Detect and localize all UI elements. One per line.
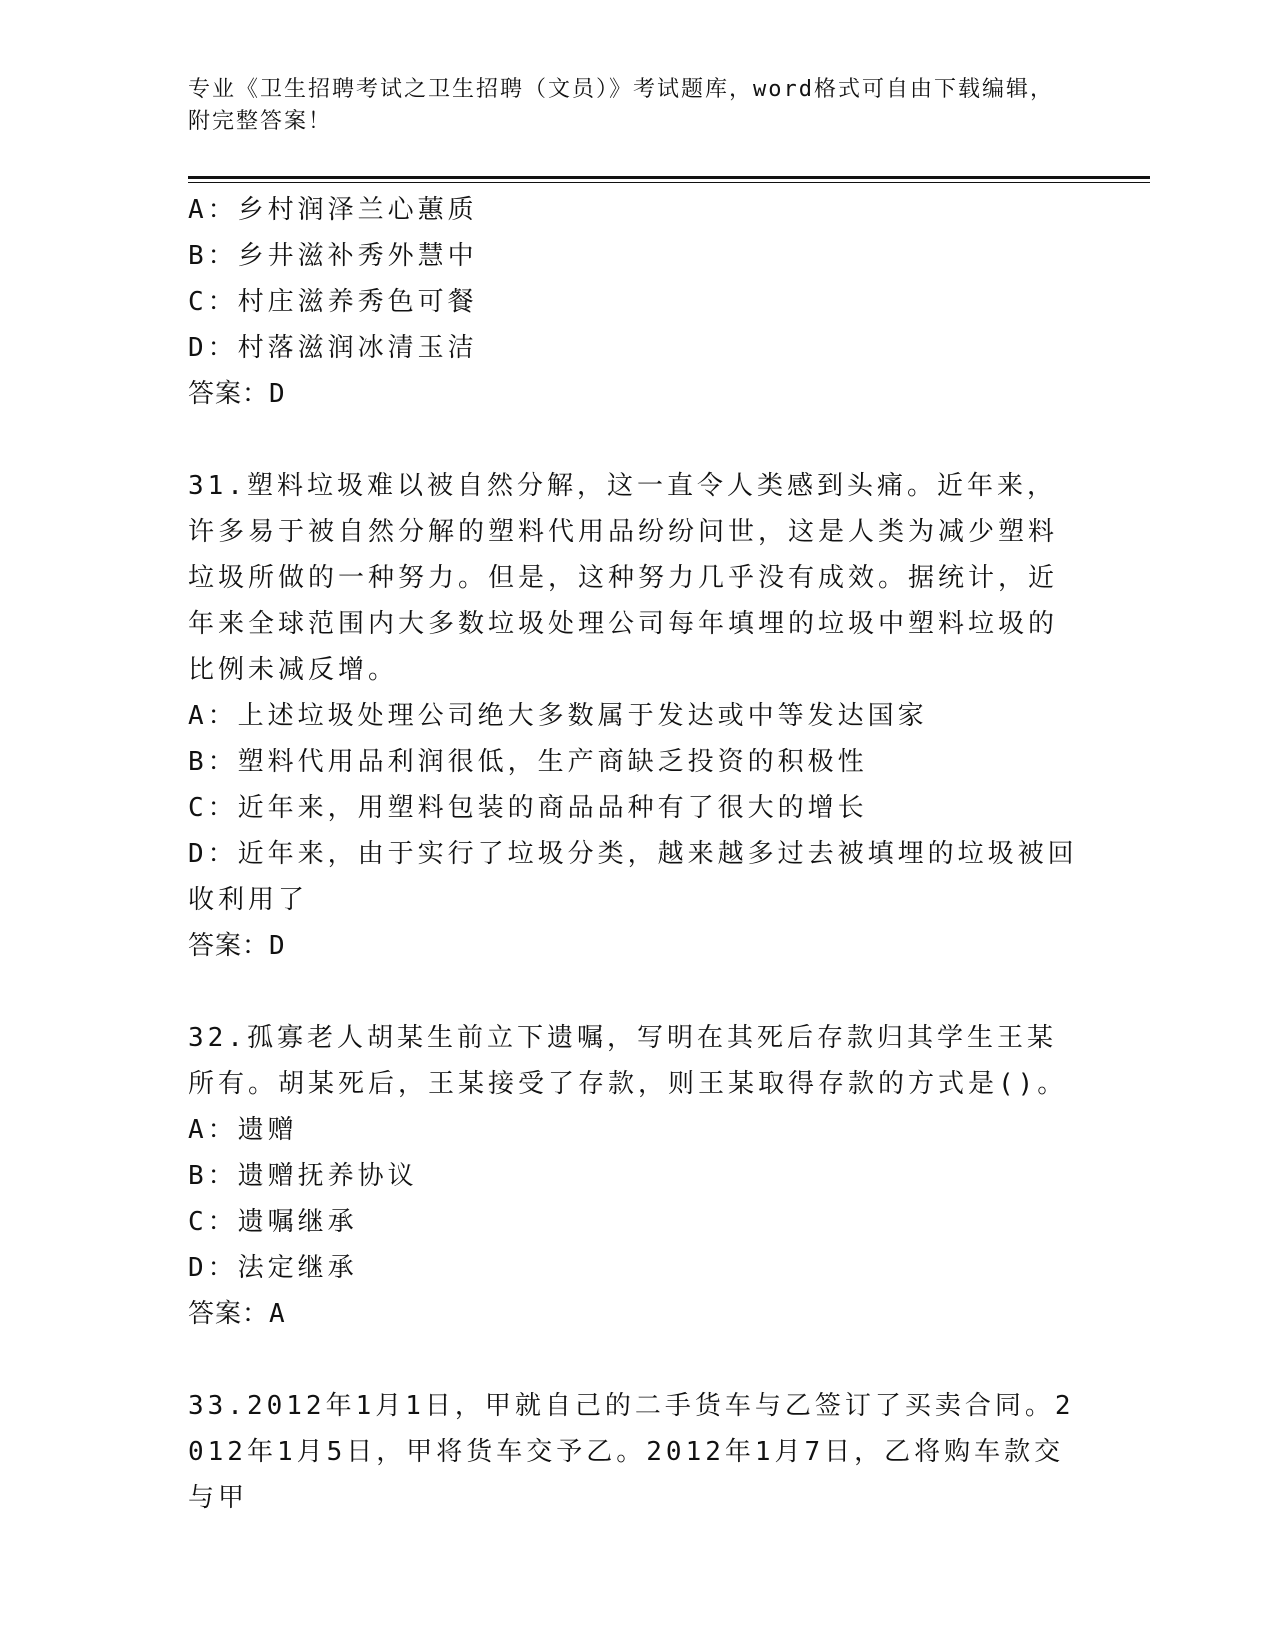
answer-label: 答案：D bbox=[188, 931, 286, 961]
question-content bbox=[188, 187, 1078, 1521]
answer-label: 答案：A bbox=[188, 1299, 286, 1329]
option-c: C：近年来，用塑料包装的商品品种有了很大的增长 bbox=[188, 793, 868, 823]
option-d: D：村落滋润冰清玉洁 bbox=[188, 333, 478, 363]
question-stem: 33.2012年1月1日，甲就自己的二手货车与乙签订了买卖合同。2012年1月5日，甲将货车交予乙。2012年1月7日，乙将购车款交与甲 bbox=[188, 1391, 1075, 1513]
option-d: D：近年来，由于实行了垃圾分类，越来越多过去被填埋的垃圾被回收利用了 bbox=[188, 839, 1078, 915]
question-31 bbox=[188, 463, 1078, 969]
question-30-continued bbox=[188, 187, 1078, 417]
option-b: B：遗赠抚养协议 bbox=[188, 1161, 418, 1191]
option-a: A：遗赠 bbox=[188, 1115, 298, 1145]
question-32 bbox=[188, 1015, 1078, 1337]
option-a: A：乡村润泽兰心蕙质 bbox=[188, 195, 478, 225]
option-c: C：遗嘱继承 bbox=[188, 1207, 358, 1237]
header-divider-thin bbox=[188, 182, 1150, 183]
option-a: A：上述垃圾处理公司绝大多数属于发达或中等发达国家 bbox=[188, 701, 928, 731]
question-stem: 31.塑料垃圾难以被自然分解，这一直令人类感到头痛。近年来，许多易于被自然分解的塑料代用品纷纷问世，这是人类为减少塑料垃圾所做的一种努力。但是，这种努力几乎没有成效。据统计，近年来全球范围内大多数垃圾处理公司每年填埋的垃圾中塑料垃圾的比例未减反增。 bbox=[188, 471, 1059, 685]
question-stem: 32.孤寡老人胡某生前立下遗嘱，写明在其死后存款归其学生王某所有。胡某死后，王某接受了存款，则王某取得存款的方式是()。 bbox=[188, 1023, 1068, 1099]
question-33 bbox=[188, 1383, 1078, 1521]
option-d: D：法定继承 bbox=[188, 1253, 358, 1283]
document-title: 专业《卫生招聘考试之卫生招聘（文员）》考试题库，word格式可自由下载编辑，附完整答案！ bbox=[188, 77, 1054, 134]
answer-label: 答案：D bbox=[188, 379, 286, 409]
option-b: B：乡井滋补秀外慧中 bbox=[188, 241, 478, 271]
header-divider-thick bbox=[188, 176, 1150, 179]
option-c: C：村庄滋养秀色可餐 bbox=[188, 287, 478, 317]
option-b: B：塑料代用品利润很低，生产商缺乏投资的积极性 bbox=[188, 747, 868, 777]
